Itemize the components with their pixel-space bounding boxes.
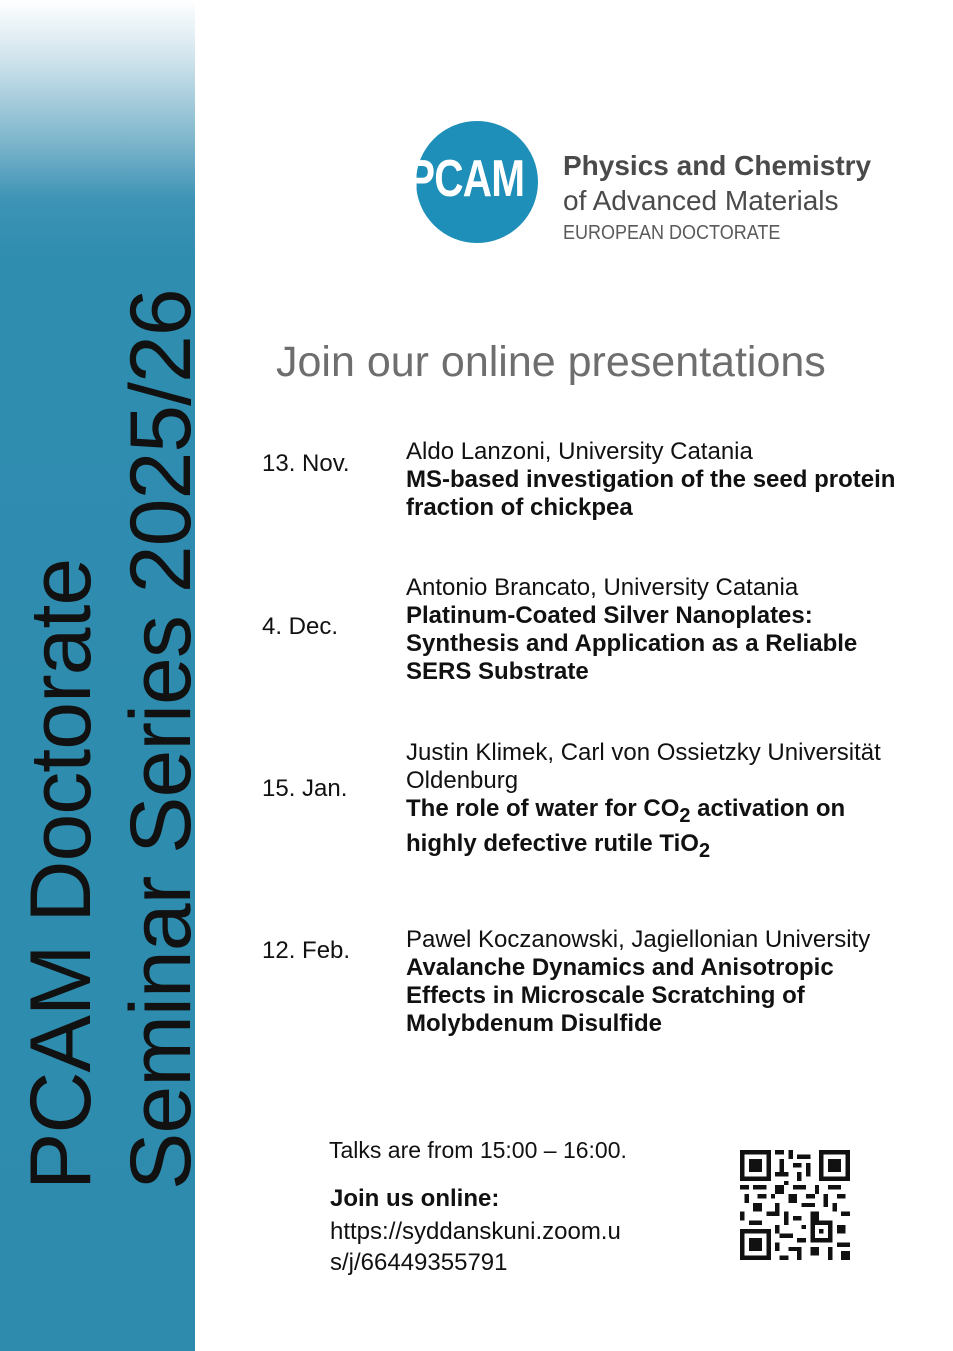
talk-date: 4. Dec. [262, 613, 339, 640]
logo-mark: PCAM [408, 150, 525, 208]
talk-speaker: Aldo Lanzoni, University Catania [406, 438, 753, 465]
talk-entry [406, 574, 906, 686]
pcam-logo [408, 121, 538, 243]
talk-date: 15. Jan. [262, 775, 348, 802]
talk-title-part: The role of water for CO [406, 795, 680, 822]
subscript: 2 [679, 804, 691, 827]
org-name-regular: of Advanced Materials [563, 185, 839, 216]
talk-speaker: Justin Klimek, Carl von Ossietzky Universität Oldenburg [406, 739, 881, 794]
talk-speaker: Antonio Brancato, University Catania [406, 574, 799, 601]
talk-title: Avalanche Dynamics and Anisotropic Effects in Microscale Scratching of Molybdenum Disulfide [406, 954, 834, 1037]
meeting-link[interactable]: https://syddanskuni.zoom.us/j/66449355791 [330, 1218, 621, 1276]
talk-date: 12. Feb. [262, 937, 351, 964]
vertical-title-line1: PCAM Doctorate [13, 558, 109, 1190]
talk-entry [406, 739, 886, 865]
qr-code-icon[interactable] [740, 1150, 850, 1260]
talk-entry [406, 438, 906, 522]
talk-entry [406, 926, 876, 1038]
talk-title: MS-based investigation of the seed protein fraction of chickpea [406, 466, 896, 521]
subscript: 2 [698, 839, 711, 862]
org-subtitle: EUROPEAN DOCTORATE [563, 222, 781, 244]
headline: Join our online presentations [276, 338, 826, 386]
org-name-bold: Physics and Chemistry [563, 150, 872, 181]
talk-speaker: Pawel Koczanowski, Jagiellonian University [406, 926, 871, 953]
talk-title: Platinum-Coated Silver Nanoplates: Synthesis and Application as a Reliable SERS Substrate [406, 602, 858, 685]
vertical-title [0, 0, 209, 1200]
talk-date: 13. Nov. [262, 450, 350, 477]
talk-title-part: activation on highly defective rutile TiO [406, 795, 846, 857]
talk-hours: Talks are from 15:00 – 16:00. [329, 1137, 627, 1163]
vertical-title-line2: Seminar Series 2025/26 [113, 289, 209, 1190]
sidebar-banner [0, 0, 209, 1351]
talk-title [406, 795, 886, 865]
join-label: Join us online: [330, 1185, 500, 1212]
